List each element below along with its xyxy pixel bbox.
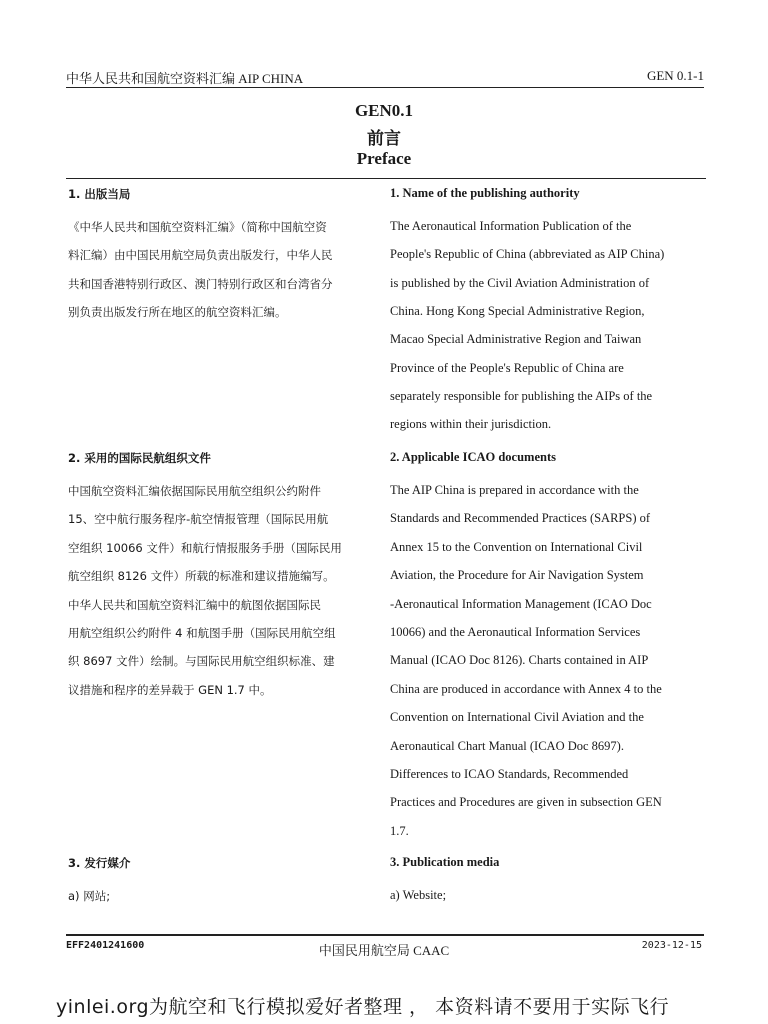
section-2-en-line: Convention on International Civil Aviation and the [390,710,644,724]
footer-date: 2023-12-15 [641,940,702,951]
page-header [66,68,704,88]
section-2-en-line: Manual (ICAO Doc 8126). Charts contained in AIP [390,653,649,667]
footer-divider [66,934,704,936]
title-divider [66,178,706,179]
section-title-zh: 前言 [367,129,401,149]
section-2-zh-line: 织 8697 文件）绘制。与国际民用航空组织标准、建 [68,654,335,668]
section-1-heading-zh: 1. 出版当局 [68,187,131,201]
section-2-zh-line: 中国航空资料汇编依据国际民用航空组织公约附件 [68,484,321,498]
section-1-en-line: China. Hong Kong Special Administrative Region, [390,304,645,318]
section-1-en-line: regions within their jurisdiction. [390,417,552,431]
section-2-en-line: Aviation, the Procedure for Air Navigation System [390,568,644,582]
section-2-en-line: The AIP China is prepared in accordance with the [390,483,639,497]
section-1-en-line: People's Republic of China (abbreviated as AIP China) [390,247,665,261]
header-publication-title: 中华人民共和国航空资料汇编 AIP CHINA [66,71,304,86]
section-2-zh-line: 议措施和程序的差异载于 GEN 1.7 中。 [68,683,272,697]
section-1-en-line: separately responsible for publishing the AIPs of the [390,389,653,403]
section-2-en-line: China are produced in accordance with Annex 4 to the [390,682,662,696]
footer-publisher: 中国民用航空局 CAAC [318,943,450,958]
section-code: GEN0.1 [354,101,414,120]
watermark-notice: yinlei.org为航空和飞行模拟爱好者整理 ， 本资料请不要用于实际飞行 [56,996,670,1018]
section-2-en-line: -Aeronautical Information Management (ICAO Doc [390,597,652,611]
section-1-zh-line: 《中华人民共和国航空资料汇编》（简称中国航空资 [68,220,327,234]
section-2-zh-line: 空组织 10066 文件）和航行情报服务手册（国际民用 [68,541,342,555]
section-2-zh-line: 航空组织 8126 文件）所载的标准和建议措施编写。 [68,569,335,583]
section-2-zh-line: 中华人民共和国航空资料汇编中的航图依据国际民 [68,598,321,612]
section-2-zh-line: 15、空中航行服务程序-航空情报管理（国际民用航 [68,512,329,526]
section-2-heading-zh: 2. 采用的国际民航组织文件 [68,451,211,465]
section-1-zh-line: 共和国香港特别行政区、澳门特别行政区和台湾省分 [68,277,333,291]
section-3-heading-zh: 3. 发行媒介 [68,856,131,870]
section-2-en-line: Standards and Recommended Practices (SARPS) of [390,511,651,525]
header-page-number: GEN 0.1-1 [646,68,704,83]
section-1-en-line: Province of the People's Republic of China are [390,361,624,375]
section-2-en-line: Practices and Procedures are given in subsection GEN [390,795,662,809]
footer-effective-code: EFF2401241600 [66,940,145,951]
section-2-heading-en: 2. Applicable ICAO documents [390,450,556,464]
section-title-en: Preface [356,149,412,168]
section-2-en-line: Differences to ICAO Standards, Recommended [390,767,629,781]
section-1-en-line: is published by the Civil Aviation Administration of [390,276,650,290]
section-3-zh-line: a) 网站; [68,889,111,903]
section-3-heading-en: 3. Publication media [390,855,500,869]
section-2-en-line: Aeronautical Chart Manual (ICAO Doc 8697). [390,739,624,753]
section-2-zh-line: 用航空组织公约附件 4 和航图手册（国际民用航空组 [68,626,336,640]
section-2-en-line: Annex 15 to the Convention on International Civil [390,540,643,554]
section-1-heading-en: 1. Name of the publishing authority [390,186,580,200]
header-divider [66,87,704,88]
section-1-zh-line: 别负责出版发行所在地区的航空资料汇编。 [68,305,287,319]
section-2-en-line: 1.7. [390,824,409,838]
section-3-en-line: a) Website; [390,888,447,902]
section-1-en-line: The Aeronautical Information Publication of the [390,219,632,233]
section-1-en-line: Macao Special Administrative Region and Taiwan [390,332,642,346]
section-2-en-line: 10066) and the Aeronautical Information Services [390,625,641,639]
section-1-zh-line: 料汇编）由中国民用航空局负责出版发行，中华人民 [68,248,333,262]
